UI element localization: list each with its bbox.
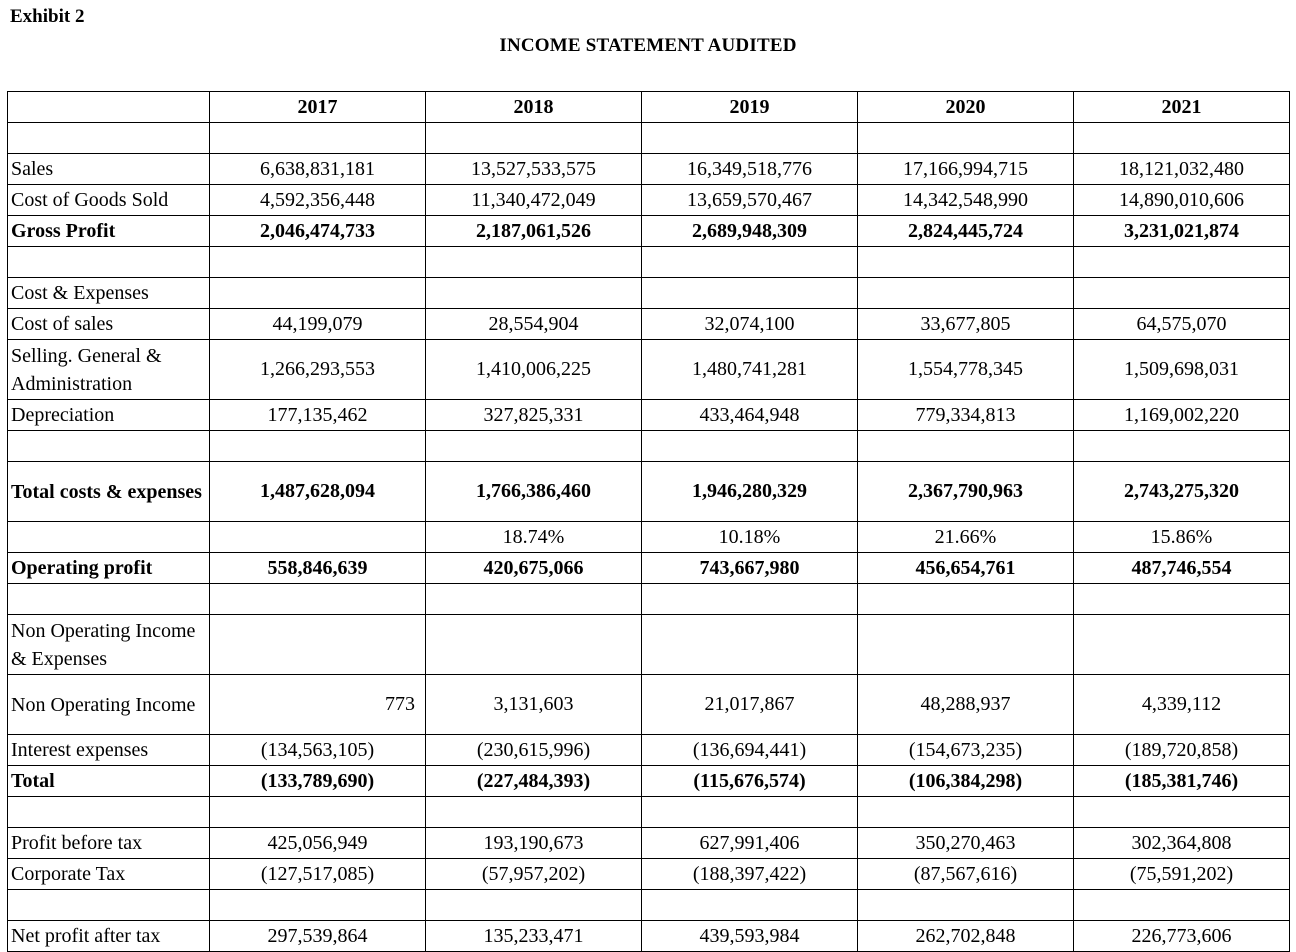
cell-value: 3,131,603: [426, 675, 642, 735]
interest-row: [8, 735, 1290, 766]
cell-value: 779,334,813: [858, 400, 1074, 431]
spacer-row: [8, 431, 1290, 462]
gross-profit-row: [8, 216, 1290, 247]
year-header-row: [8, 92, 1290, 123]
cell-value: (127,517,085): [210, 859, 426, 890]
cell-value: 1,487,628,094: [210, 462, 426, 522]
cell-value: 48,288,937: [858, 675, 1074, 735]
spacer-row: [8, 123, 1290, 154]
row-label: Corporate Tax: [8, 859, 210, 890]
cost-of-sales-row: [8, 309, 1290, 340]
cell-value: 135,233,471: [426, 921, 642, 952]
cell-value: 21,017,867: [642, 675, 858, 735]
cell-value: 1,766,386,460: [426, 462, 642, 522]
cell-value: 558,846,639: [210, 553, 426, 584]
cell-value: 425,056,949: [210, 828, 426, 859]
cell-value: 1,410,006,225: [426, 340, 642, 400]
cell-value: 3,231,021,874: [1074, 216, 1290, 247]
cell-value: 14,890,010,606: [1074, 185, 1290, 216]
spacer-row: [8, 247, 1290, 278]
cell-value: 2,187,061,526: [426, 216, 642, 247]
cell-value: 18,121,032,480: [1074, 154, 1290, 185]
cell-value: 2,743,275,320: [1074, 462, 1290, 522]
sga-row: [8, 340, 1290, 400]
cell-value: 33,677,805: [858, 309, 1074, 340]
cell-value: (75,591,202): [1074, 859, 1290, 890]
spacer-row: [8, 584, 1290, 615]
total-row: [8, 766, 1290, 797]
row-label: Gross Profit: [8, 216, 210, 247]
cell-value: 1,509,698,031: [1074, 340, 1290, 400]
cogs-row: [8, 185, 1290, 216]
cell-value: 4,592,356,448: [210, 185, 426, 216]
year-header: 2018: [426, 92, 642, 123]
exhibit-label: Exhibit 2: [10, 6, 85, 27]
non-op-heading-row: [8, 615, 1290, 675]
header-blank: [8, 92, 210, 123]
row-label: Interest expenses: [8, 735, 210, 766]
cell-value: (154,673,235): [858, 735, 1074, 766]
cell-value: 262,702,848: [858, 921, 1074, 952]
cell-value: (134,563,105): [210, 735, 426, 766]
cell-value: 1,266,293,553: [210, 340, 426, 400]
cell-value: 743,667,980: [642, 553, 858, 584]
growth-percent: 10.18%: [642, 522, 858, 553]
cost-expenses-heading-row: [8, 278, 1290, 309]
cell-value: 1,169,002,220: [1074, 400, 1290, 431]
cell-value: (185,381,746): [1074, 766, 1290, 797]
depreciation-row: [8, 400, 1290, 431]
cell-value: 420,675,066: [426, 553, 642, 584]
growth-percent: 15.86%: [1074, 522, 1290, 553]
net-profit-row: [8, 921, 1290, 952]
cell-value: 64,575,070: [1074, 309, 1290, 340]
cell-value: 327,825,331: [426, 400, 642, 431]
section-heading: Non Operating Income & Expenses: [8, 615, 210, 675]
cell-value: [210, 522, 426, 553]
cell-value: 11,340,472,049: [426, 185, 642, 216]
cell-value: 2,824,445,724: [858, 216, 1074, 247]
cell-value: 6,638,831,181: [210, 154, 426, 185]
cell-value: 44,199,079: [210, 309, 426, 340]
cell-value: 773: [210, 675, 426, 735]
row-label: Sales: [8, 154, 210, 185]
row-label: Total costs & expenses: [8, 462, 210, 522]
cell-value: 14,342,548,990: [858, 185, 1074, 216]
cell-value: 13,527,533,575: [426, 154, 642, 185]
cell-value: 456,654,761: [858, 553, 1074, 584]
spacer-row: [8, 890, 1290, 921]
cell-value: 28,554,904: [426, 309, 642, 340]
pbt-row: [8, 828, 1290, 859]
cell-value: 302,364,808: [1074, 828, 1290, 859]
growth-percent: 21.66%: [858, 522, 1074, 553]
cell-value: 2,689,948,309: [642, 216, 858, 247]
cell-value: (87,567,616): [858, 859, 1074, 890]
cell-value: 2,046,474,733: [210, 216, 426, 247]
cell-value: (189,720,858): [1074, 735, 1290, 766]
cell-value: (136,694,441): [642, 735, 858, 766]
row-label: Operating profit: [8, 553, 210, 584]
year-header: 2019: [642, 92, 858, 123]
row-label: Total: [8, 766, 210, 797]
cell-value: 1,480,741,281: [642, 340, 858, 400]
cell-value: 439,593,984: [642, 921, 858, 952]
cell-value: 1,946,280,329: [642, 462, 858, 522]
operating-profit-row: [8, 553, 1290, 584]
spacer-row: [8, 797, 1290, 828]
section-heading: Cost & Expenses: [8, 278, 210, 309]
cell-value: 487,746,554: [1074, 553, 1290, 584]
non-op-income-row: [8, 675, 1290, 735]
cell-value: (115,676,574): [642, 766, 858, 797]
cell-value: 16,349,518,776: [642, 154, 858, 185]
row-label: Cost of sales: [8, 309, 210, 340]
growth-row: [8, 522, 1290, 553]
cell-value: (57,957,202): [426, 859, 642, 890]
row-label: Depreciation: [8, 400, 210, 431]
statement-title: INCOME STATEMENT AUDITED: [499, 35, 797, 56]
cell-value: 627,991,406: [642, 828, 858, 859]
cell-value: (230,615,996): [426, 735, 642, 766]
cell-value: (106,384,298): [858, 766, 1074, 797]
cell-value: 193,190,673: [426, 828, 642, 859]
growth-percent: 18.74%: [426, 522, 642, 553]
row-label: Cost of Goods Sold: [8, 185, 210, 216]
cell-value: 13,659,570,467: [642, 185, 858, 216]
year-header: 2020: [858, 92, 1074, 123]
row-label: [8, 522, 210, 553]
cell-value: 32,074,100: [642, 309, 858, 340]
cell-value: 177,135,462: [210, 400, 426, 431]
cell-value: (133,789,690): [210, 766, 426, 797]
cell-value: 1,554,778,345: [858, 340, 1074, 400]
sales-row: [8, 154, 1290, 185]
row-label: Profit before tax: [8, 828, 210, 859]
tax-row: [8, 859, 1290, 890]
income-statement-table: [7, 91, 1290, 952]
year-header: 2021: [1074, 92, 1290, 123]
cell-value: 433,464,948: [642, 400, 858, 431]
cell-value: 4,339,112: [1074, 675, 1290, 735]
cell-value: (188,397,422): [642, 859, 858, 890]
row-label: Selling. General & Administration: [8, 340, 210, 400]
cell-value: 2,367,790,963: [858, 462, 1074, 522]
total-costs-row: [8, 462, 1290, 522]
cell-value: (227,484,393): [426, 766, 642, 797]
cell-value: 17,166,994,715: [858, 154, 1074, 185]
cell-value: 226,773,606: [1074, 921, 1290, 952]
row-label: Net profit after tax: [8, 921, 210, 952]
row-label: Non Operating Income: [8, 675, 210, 735]
year-header: 2017: [210, 92, 426, 123]
cell-value: 350,270,463: [858, 828, 1074, 859]
cell-value: 297,539,864: [210, 921, 426, 952]
